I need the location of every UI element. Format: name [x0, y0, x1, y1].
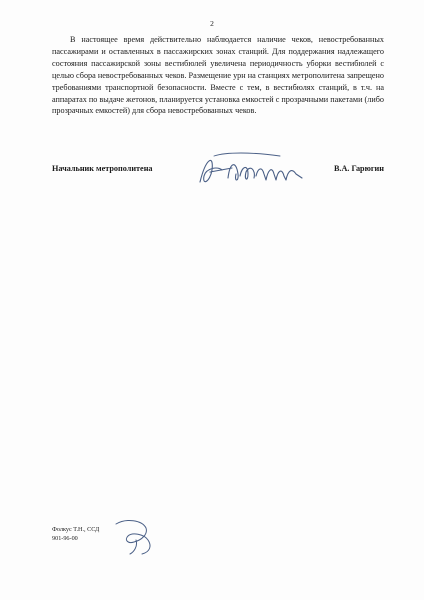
executor-initials: [112, 514, 158, 558]
signatory-name: В.А. Гарюгин: [333, 164, 384, 173]
signatory-title: Начальник метрополитена: [52, 164, 153, 173]
page-number: 2: [210, 19, 214, 28]
signature-block: [52, 160, 384, 200]
handwritten-signature: [192, 148, 312, 192]
executor-phone: 901-96-00: [52, 535, 78, 542]
body-paragraph: В настоящее время действительно наблюдается наличие чеков, невостребованных пассажирами и оставленных в пассажирских зонах станций. Для поддержания надлежащего состояния пассажирской зоны вестибюлей увеличена периодичность уборки вестибюлей с целью сбора невостребованных чеков. Размещение урн на станциях метрополитена запрещено требованиями транспортной безопасности. Вместе с тем, в вестибюлях станций, в т.ч. на аппаратах по выдаче жетонов, планируется установка емкостей с прозрачными пакетами (либо прозрачных емкостей) для сбора невостребованных чеков.: [52, 35, 384, 116]
executor-name: Фолкус Т.Н., ССД: [52, 526, 100, 533]
executor-info: [52, 525, 99, 543]
